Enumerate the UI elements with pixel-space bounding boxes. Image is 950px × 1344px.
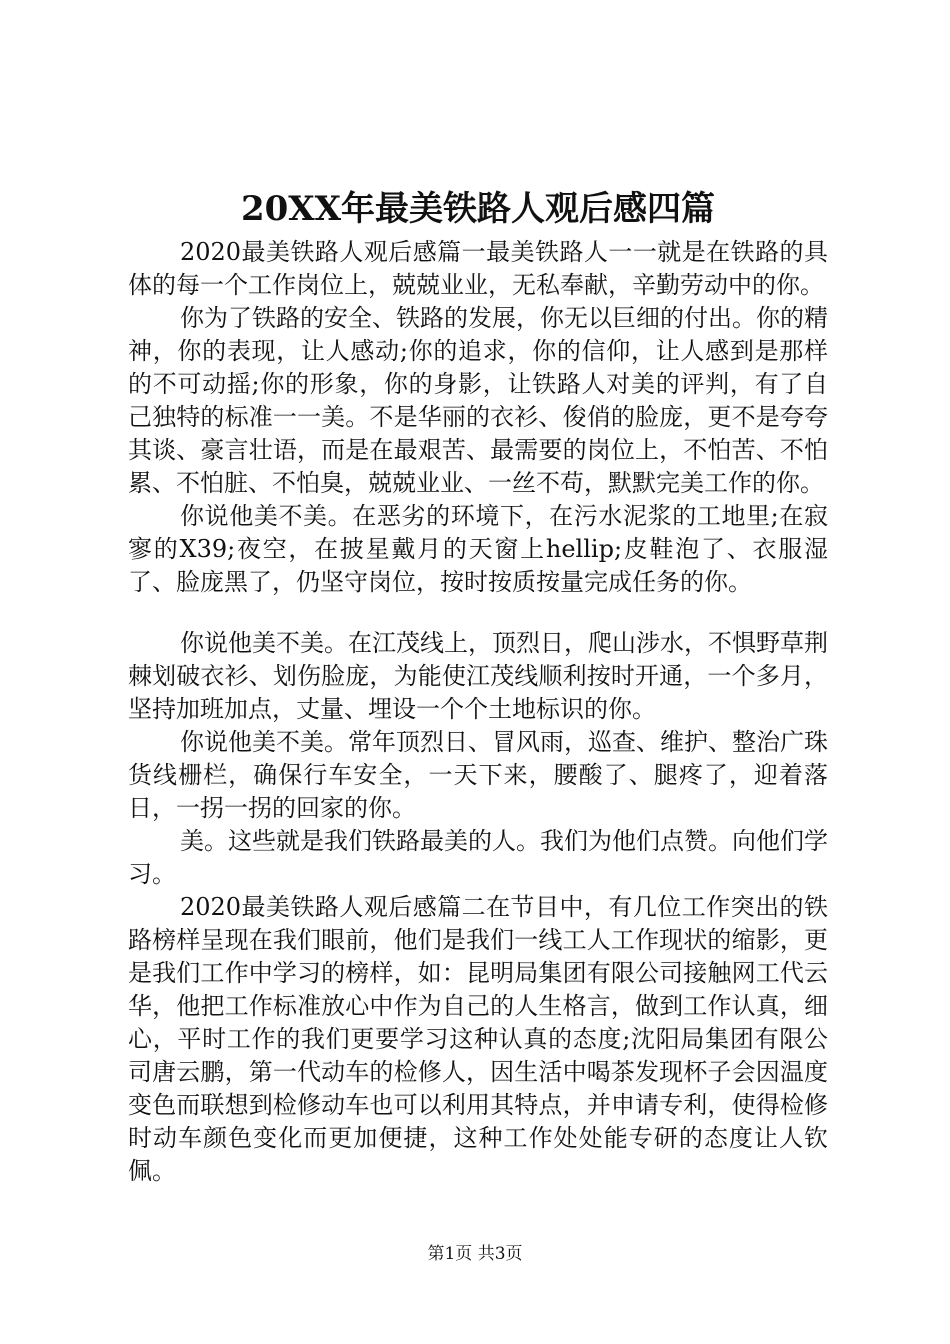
paragraph: 2020最美铁路人观后感篇一最美铁路人一一就是在铁路的具体的每一个工作岗位上，兢兢业业，无私奉献，辛勤劳动中的你。: [128, 238, 828, 299]
paragraph: 美。这些就是我们铁路最美的人。我们为他们点赞。向他们学习。: [128, 827, 828, 888]
page-footer: 第1页 共3页: [427, 1244, 523, 1264]
document-title: 20XX年最美铁路人观后感四篇: [240, 189, 716, 229]
paragraph: 你说他美不美。在恶劣的环境下，在污水泥浆的工地里;在寂寥的X39;夜空，在披星戴月的天窗上hellip;皮鞋泡了、衣服湿了、脸庞黑了，仍坚守岗位，按时按质按量完成任务的你。: [128, 502, 828, 596]
document-page: [128, 184, 828, 1188]
paragraph: 你为了铁路的安全、铁路的发展，你无以巨细的付出。你的精神，你的表现，让人感动;你的追求，你的信仰，让人感到是那样的不可动摇;你的形象，你的身影，让铁路人对美的评判，有了自己独特的标准一一美。不是华丽的衣衫、俊俏的脸庞，更不是夸夸其谈、豪言壮语，而是在最艰苦、最需要的岗位上，不怕苦、不怕累、不怕脏、不怕臭，兢兢业业、一丝不苟，默默完美工作的你。: [128, 304, 828, 497]
paragraph: 2020最美铁路人观后感篇二在节目中，有几位工作突出的铁路榜样呈现在我们眼前，他们是我们一线工人工作现状的缩影，更是我们工作中学习的榜样，如：昆明局集团有限公司接触网工代云华，他把工作标准放心中作为自己的人生格言，做到工作认真，细心，平时工作的我们更要学习这种认真的态度;沈阳局集团有限公司唐云鹏，第一代动车的检修人，因生活中喝茶发现杯子会因温度变色而联想到检修动车也可以利用其特点，并申请专利，使得检修时动车颜色变化而更加便捷，这种工作处处能专研的态度让人钦佩。: [128, 893, 828, 1185]
paragraph: 你说他美不美。在江茂线上，顶烈日，爬山涉水，不惧野草荆棘划破衣衫、划伤脸庞，为能使江茂线顺利按时开通，一个多月，坚持加班加点，丈量、埋设一个个土地标识的你。: [128, 629, 828, 723]
paragraph: 你说他美不美。常年顶烈日、冒风雨，巡查、维护、整治广珠货线栅栏，确保行车安全，一天下来，腰酸了、腿疼了，迎着落日，一拐一拐的回家的你。: [128, 728, 828, 822]
